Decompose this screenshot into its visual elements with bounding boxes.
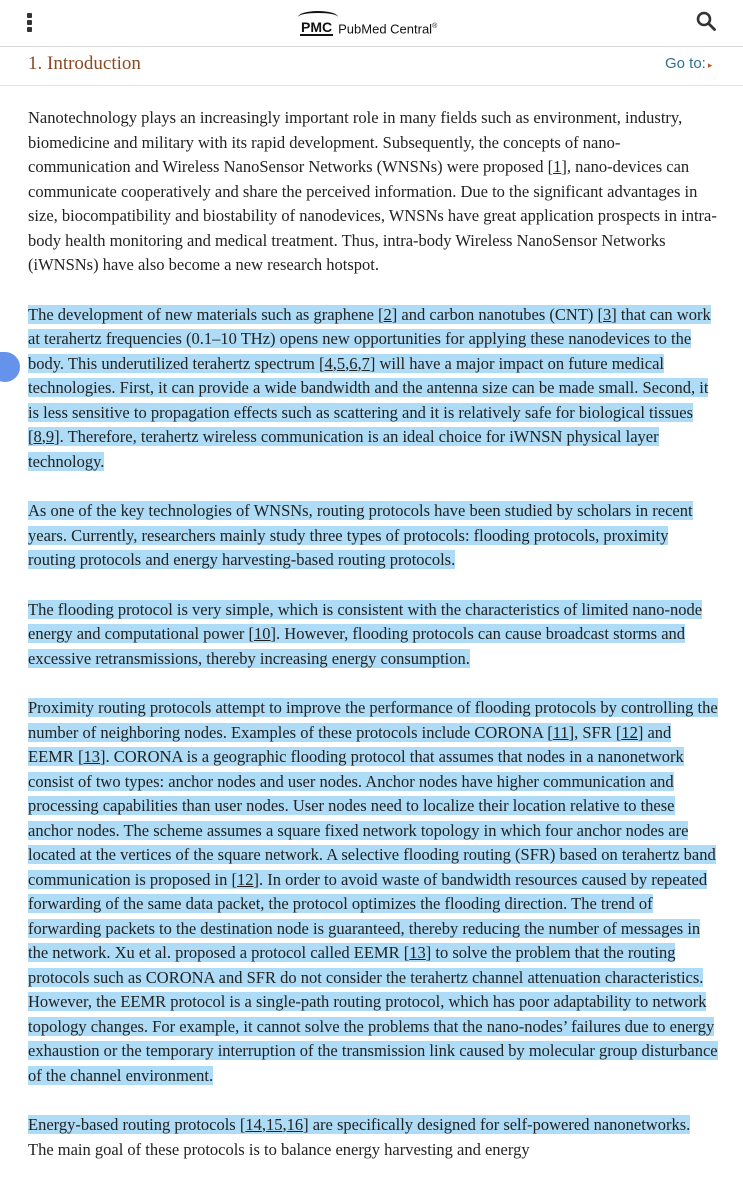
paragraph-text: The flooding protocol is very simple, which is consistent with the characteristics of limited nano-node energy and computational power [10]. However, flooding protocols can cause broadcast storms and excessive retransmissions, thereby increasing energy consumption.	[28, 599, 703, 668]
pmc-logo-text: PubMed Central®	[338, 21, 438, 36]
pmc-logo-mark: PMC	[300, 20, 333, 36]
pmc-logo[interactable]	[300, 12, 437, 36]
citation-link[interactable]: 4	[324, 353, 333, 373]
citation-link[interactable]: 13	[409, 943, 426, 962]
paragraph-text: As one of the key technologies of WNSNs, routing protocols have been studied by scholars in recent years. Currently, researchers mainly study three types of protocols: flooding protocols, proximity routing protocols and energy harvesting-based routing protocols.	[28, 501, 693, 569]
citation-link[interactable]: 2	[383, 304, 392, 324]
paragraph-text-unselected: The main goal of these protocols is to balance energy harvesting and energy	[28, 1139, 530, 1159]
goto-arrow-icon: ▸	[707, 60, 713, 70]
citation-link[interactable]: 12	[236, 869, 254, 889]
citation-link[interactable]: 3	[603, 304, 612, 324]
top-app-bar	[0, 0, 743, 47]
section-header	[0, 47, 743, 86]
paragraph	[28, 303, 718, 475]
paragraph	[28, 106, 718, 278]
citation-link[interactable]: 14	[245, 1115, 262, 1134]
citation-link[interactable]: 1	[553, 157, 562, 176]
article-body	[28, 106, 718, 1187]
paragraph-text: Nanotechnology plays an increasingly important role in many fields such as environment, industry, biomedicine and military with its rapid development. Subsequently, the concepts of nano-communication and Wireless NanoSensor Networks (WNSNs) were proposed [1], nano-devices can communicate cooperatively and share the perceived information. Due to the significant advantages in size, biocompatibility and biostability of nanodevices, WNSNs have great application prospects in intra-body health monitoring and medical treatment. Thus, intra-body Wireless NanoSensor Networks (iWNSNs) have also become a new research hotspot.	[28, 108, 717, 274]
paragraph	[28, 1113, 718, 1162]
goto-label: Go to:	[665, 55, 706, 72]
citation-link[interactable]: 11	[552, 722, 569, 742]
citation-link[interactable]: 10	[254, 624, 271, 643]
paragraph	[28, 696, 718, 1088]
kebab-menu-icon[interactable]	[27, 13, 33, 33]
citation-link[interactable]: 8	[33, 427, 42, 446]
citation-link[interactable]: 16	[286, 1115, 304, 1134]
citation-link[interactable]: 7	[361, 353, 370, 373]
paragraph-text: Proximity routing protocols attempt to improve the performance of flooding protocols by controlling the number of neighboring nodes. Examples of these protocols include CORONA [11], SFR [12] and EEMR [13]. CORONA is a geographic flooding protocol that assumes that nodes in a nanonetwork consist of two types: anchor nodes and user nodes. Anchor nodes have higher communication and processing capabilities than user nodes. User nodes need to localize their location relative to these anchor nodes. The scheme assumes a square fixed network topology in which four anchor nodes are located at the vertices of the square network. A selective flooding routing (SFR) based on terahertz band communication is proposed in [12]. In order to avoid waste of bandwidth resources caused by repeated forwarding of the same data packet, the protocol optimizes the flooding direction. The trend of forwarding packets to the destination node is guaranteed, thereby reducing the number of messages in the network. Xu et al. proposed a protocol called EEMR [13] to solve the problem that the routing protocols such as CORONA and SFR do not consider the terahertz channel attenuation characteristics. However, the EEMR protocol is a single-path routing protocol, which has poor adaptability to network topology changes. For example, it cannot solve the problems that the nano-nodes’ failures due to energy exhaustion or the temporary interruption of the transmission link caused by molecular group disturbance of the channel environment.	[28, 698, 718, 1085]
citation-link[interactable]: 5	[336, 353, 346, 373]
section-title: 1. Introduction	[28, 53, 141, 74]
citation-link[interactable]: 15	[265, 1115, 283, 1134]
citation-link[interactable]: 13	[83, 747, 100, 766]
selection-handle[interactable]	[0, 352, 20, 382]
search-icon[interactable]	[696, 11, 716, 31]
citation-link[interactable]: 6	[349, 353, 358, 373]
citation-link[interactable]: 12	[621, 722, 638, 742]
paragraph-text: Energy-based routing protocols [14,15,16] are specifically designed for self-powered nanonetworks.	[28, 1115, 691, 1134]
paragraph	[28, 499, 718, 573]
goto-link[interactable]	[665, 55, 712, 72]
paragraph	[28, 598, 718, 672]
citation-link[interactable]: 9	[45, 427, 55, 446]
paragraph-text: The development of new materials such as graphene [2] and carbon nanotubes (CNT) [3] that can work at terahertz frequencies (0.1–10 THz) opens new opportunities for applying these nanodevices to the body. This underutilized terahertz spectrum [4,5,6,7] will have a major impact on future medical technologies. First, it can provide a wide bandwidth and the antenna size can be made small. Second, it is less sensitive to propagation effects such as scattering and it is relatively safe for biological tissues [8,9]. Therefore, terahertz wireless communication is an ideal choice for iWNSN physical layer technology.	[28, 304, 711, 471]
